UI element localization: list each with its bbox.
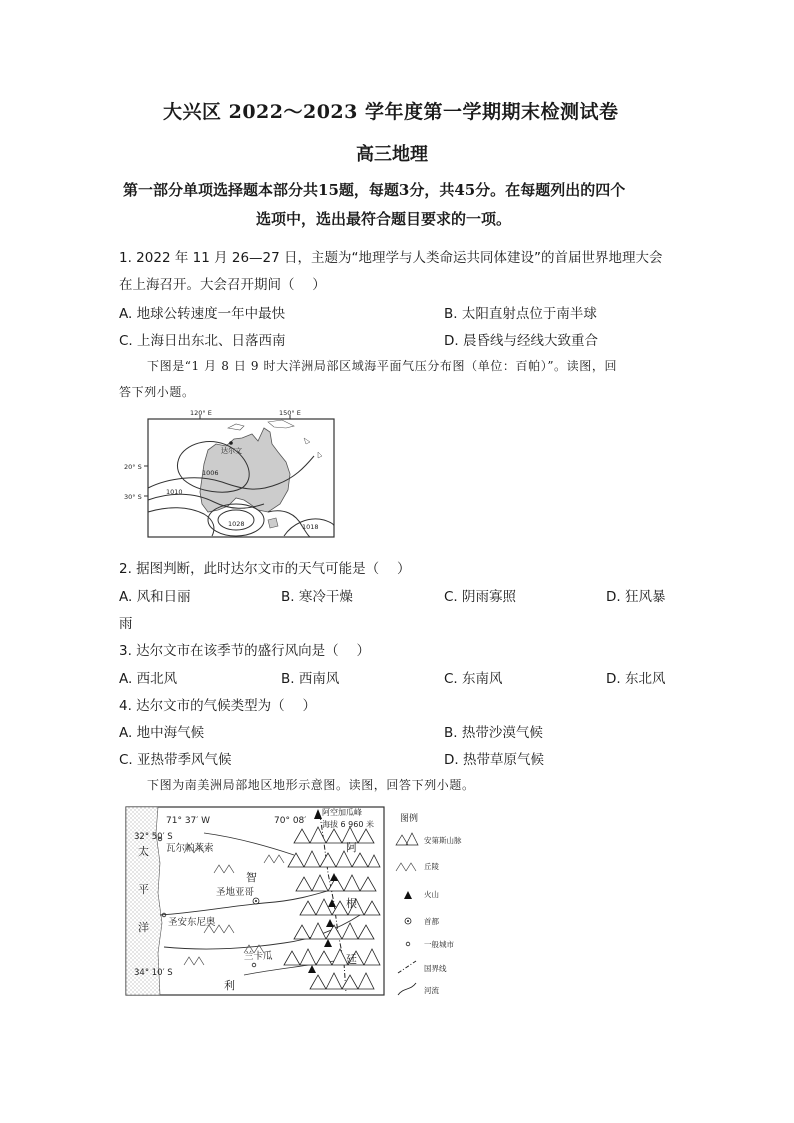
darwin-marker (229, 441, 233, 445)
svg-text:首都: 首都 (424, 917, 439, 926)
lon-label-120: 120° E (190, 409, 212, 417)
ocean-char-1: 太 (138, 845, 149, 858)
isobar-label-1028: 1028 (228, 520, 245, 528)
q1-option-d: D. 晨昏线与经线大致重合 (444, 333, 598, 349)
legend-city (406, 939, 454, 949)
q4-option-b: B. 热带沙漠气候 (444, 725, 543, 741)
peak-altitude: 海拔 6 960 米 (322, 820, 374, 829)
legend-border (398, 961, 447, 973)
q2-option-b: B. 寒冷干燥 (281, 589, 353, 605)
argentina-char-3: 廷 (346, 953, 357, 966)
lat-label-20: 20° S (124, 463, 142, 471)
svg-text:河流: 河流 (424, 986, 439, 995)
city-rancagua-label: 兰卡瓜 (244, 951, 273, 962)
legend-volcano (404, 889, 439, 899)
coord-71-37w: 71° 37′ W (166, 816, 211, 826)
part1-instructions-line2: 选项中，选出最符合题目要求的一项。 (256, 210, 512, 228)
south-america-terrain-map (124, 803, 494, 999)
q3-option-d: D. 东北风 (606, 671, 666, 687)
q2-stem: 2. 据图判断，此时达尔文市的天气可能是（ ） (119, 561, 411, 577)
intro1-line2: 答下列小题。 (119, 385, 195, 399)
exam-title: 大兴区 2022～2023 学年度第一学期期末检测试卷 (163, 101, 619, 123)
q2-option-d: D. 狂风暴 (606, 589, 666, 605)
lon-label-150: 150° E (279, 409, 301, 417)
capital-santiago-dot (255, 900, 257, 902)
lat-label-30: 30° S (124, 493, 142, 501)
q4-option-d: D. 热带草原气候 (444, 752, 544, 768)
q4-option-c: C. 亚热带季风气候 (119, 752, 232, 768)
exam-subtitle: 高三地理 (356, 144, 428, 165)
q1-option-c: C. 上海日出东北、日落西南 (119, 333, 286, 349)
peak-name: 阿空加瓜峰 (322, 808, 362, 817)
city-san-antonio-label: 圣安东尼奥 (168, 917, 216, 928)
intro2-line1: 下图为南美洲局部地区地形示意图。读图，回答下列小题。 (147, 778, 475, 792)
legend-river (398, 983, 439, 995)
isobar-label-1010: 1010 (166, 488, 183, 496)
q1-option-a: A. 地球公转速度一年中最快 (119, 306, 286, 322)
q3-option-c: C. 东南风 (444, 671, 503, 687)
chile-char-1: 智 (246, 871, 257, 884)
argentina-char-1: 阿 (346, 841, 357, 854)
q4-option-a: A. 地中海气候 (119, 725, 205, 741)
legend-hills (396, 861, 439, 871)
legend-title: 图例 (400, 814, 419, 824)
svg-text:一般城市: 一般城市 (424, 940, 454, 949)
q3-option-b: B. 西南风 (281, 671, 340, 687)
oceania-pressure-map (118, 408, 343, 543)
legend-capital (405, 916, 439, 926)
coord-32-50s: 32° 50′ S (134, 832, 173, 842)
coord-34-10s: 34° 10′ S (134, 968, 173, 978)
ocean-char-2: 平 (138, 883, 149, 896)
q3-option-a: A. 西北风 (119, 671, 178, 687)
isobar-label-1006: 1006 (202, 469, 219, 477)
q2-option-c: C. 阴雨寡照 (444, 589, 517, 605)
city-valparaiso-label: 瓦尔帕莱索 (166, 843, 214, 854)
argentina-char-2: 根 (346, 897, 357, 910)
coord-70-08: 70° 08′ (274, 816, 307, 826)
svg-text:丘陵: 丘陵 (424, 862, 439, 871)
darwin-label: 达尔文 (221, 447, 242, 455)
q2-option-a: A. 风和日丽 (119, 589, 191, 605)
q4-stem: 4. 达尔文市的气候类型为（ ） (119, 698, 316, 714)
part1-instructions-line1: 第一部分单项选择题本部分共15题，每题3分，共45分。在每题列出的四个 (123, 181, 626, 199)
svg-text:国界线: 国界线 (424, 964, 447, 973)
q1-stem-line1: 1. 2022 年 11 月 26—27 日，主题为“地理学与人类命运共同体建设”的首届世界地理大会 (119, 250, 663, 266)
city-santiago-label: 圣地亚哥 (216, 887, 255, 898)
q1-stem-line2: 在上海召开。大会召开期间（ ） (119, 277, 326, 293)
legend-andes (396, 833, 462, 845)
tasmania-land (268, 518, 278, 528)
isobar-label-1018: 1018 (302, 523, 319, 531)
chile-char-2: 利 (224, 979, 235, 992)
svg-text:安第斯山脉: 安第斯山脉 (424, 836, 462, 845)
svg-text:火山: 火山 (424, 890, 439, 899)
q1-option-b: B. 太阳直射点位于南半球 (444, 306, 597, 322)
ocean-char-3: 洋 (138, 921, 149, 934)
q2-option-d-wrap: 雨 (119, 616, 133, 632)
q3-stem: 3. 达尔文市在该季节的盛行风向是（ ） (119, 643, 370, 659)
intro1-line1: 下图是“1 月 8 日 9 时大洋洲局部区域海平面气压分布图（单位：百帕）”。读图，回 (147, 359, 618, 373)
